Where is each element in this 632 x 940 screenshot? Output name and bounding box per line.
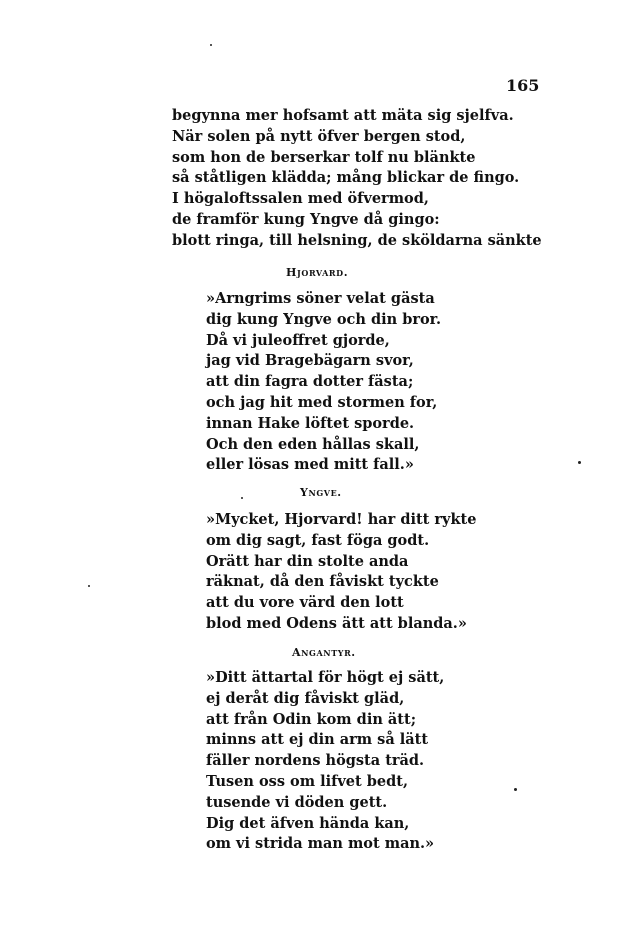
verse-line: om dig sagt, fast föga godt. (206, 531, 430, 549)
stanza-yngve (206, 510, 476, 635)
intro-line: de framför kung Yngve då gingo: (172, 210, 440, 228)
verse-line: om vi strida man mot man.» (206, 835, 435, 853)
intro-line: begynna mer hofsamt att mäta sig sjelfva. (172, 107, 514, 124)
verse-line: blod med Odens ätt att blanda.» (206, 614, 467, 632)
verse-line: Och den eden hållas skall, (206, 435, 420, 453)
verse-line: »Ditt ättartal för högt ej sätt, (206, 669, 445, 686)
verse-line: Orätt har din stolte anda (206, 552, 409, 570)
speaker-heading-hjorvard: Hjorvard. (286, 266, 349, 279)
verse-line: minns att ej din arm så lätt (206, 731, 429, 749)
intro-line: blott ringa, till helsning, de sköldarna sänkte (172, 231, 542, 249)
scan-speck (88, 585, 90, 587)
stanza-angantyr (206, 668, 444, 855)
verse-line: att du vore värd den lott (206, 594, 404, 612)
verse-line: att från Odin kom din ätt; (206, 710, 417, 728)
intro-line: I högaloftssalen med öfvermod, (172, 190, 429, 208)
verse-line: tusende vi döden gett. (206, 793, 388, 811)
intro-paragraph (172, 106, 542, 252)
scan-speck (578, 461, 581, 464)
scan-speck (241, 497, 243, 499)
verse-line: att din fagra dotter fästa; (206, 373, 414, 391)
verse-line: räknat, då den fåviskt tyckte (206, 573, 439, 591)
stanza-hjorvard (206, 289, 441, 476)
intro-line: så ståtligen klädda; mång blickar de fingo. (172, 169, 520, 187)
verse-line: ej deråt dig fåviskt gläd, (206, 689, 405, 707)
verse-line: eller lösas med mitt fall.» (206, 456, 414, 474)
verse-line: jag vid Bragebägarn svor, (206, 352, 414, 370)
verse-line: fäller nordens högsta träd. (206, 752, 425, 770)
page-number: 165 (506, 76, 540, 95)
scan-speck (514, 788, 517, 791)
verse-line: Då vi juleoffret gjorde, (206, 331, 390, 349)
verse-line: Tusen oss om lifvet bedt, (206, 772, 408, 790)
verse-line: »Arngrims söner velat gästa (206, 290, 435, 307)
verse-line: Dig det äfven hända kan, (206, 814, 410, 832)
intro-line: som hon de berserkar tolf nu blänkte (172, 148, 476, 166)
verse-line: »Mycket, Hjorvard! har ditt rykte (206, 511, 477, 528)
speaker-heading-yngve: Yngve. (300, 486, 342, 499)
verse-line: och jag hit med stormen for, (206, 393, 438, 411)
speaker-heading-angantyr: Angantyr. (292, 646, 356, 659)
verse-line: innan Hake löftet sporde. (206, 414, 415, 432)
intro-line: När solen på nytt öfver bergen stod, (172, 127, 466, 145)
verse-line: dig kung Yngve och din bror. (206, 310, 442, 328)
scan-speck (210, 44, 212, 46)
